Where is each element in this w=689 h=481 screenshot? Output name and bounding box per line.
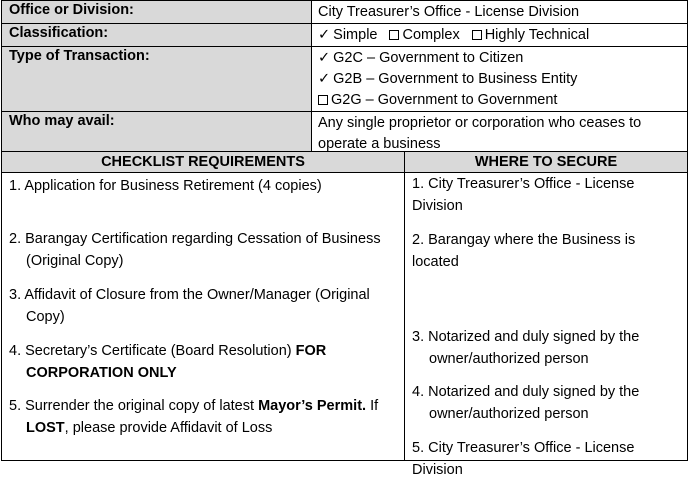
- source-item: 4. Notarized and duly signed by the owner/authorized person: [412, 384, 640, 422]
- transaction-label: Type of Transaction:: [2, 47, 312, 112]
- avail-text: Any single proprietor or corporation who ceases to operate a business: [318, 115, 642, 152]
- office-value: City Treasurer’s Office - License Division: [312, 1, 688, 24]
- transaction-options: [312, 47, 688, 112]
- transaction-g2c: G2C – Government to Citizen: [333, 50, 524, 66]
- requirement-item: [9, 396, 401, 439]
- checklist-table: [1, 151, 688, 478]
- checkmark-icon: ✓: [318, 71, 331, 87]
- requirement-emphasis: LOST: [26, 419, 65, 436]
- avail-value: [312, 112, 688, 156]
- service-info-table: [1, 0, 688, 156]
- requirement-text: If: [366, 398, 379, 414]
- transaction-g2g: G2G – Government to Government: [331, 92, 558, 108]
- office-label: Office or Division:: [2, 1, 312, 24]
- requirement-emphasis: FOR CORPORATION ONLY: [26, 343, 327, 381]
- requirement-item: 3. Affidavit of Closure from the Owner/Manager (Original Copy): [9, 287, 370, 325]
- where-to-secure-header: WHERE TO SECURE: [405, 152, 688, 173]
- avail-label: Who may avail:: [2, 112, 312, 156]
- requirements-column: [2, 173, 405, 461]
- empty-checkbox-icon: [389, 30, 399, 40]
- requirement-text: 4. Secretary’s Certificate (Board Resolution): [9, 343, 296, 359]
- source-item: 1. City Treasurer’s Office - License Division: [412, 176, 635, 214]
- empty-checkbox-icon: [318, 95, 328, 105]
- requirement-text: 5. Surrender the original copy of latest: [9, 398, 259, 414]
- requirement-item: 2. Barangay Certification regarding Cessation of Business (Original Copy): [9, 231, 381, 269]
- source-item: 5. City Treasurer’s Office - License Division: [412, 440, 635, 478]
- sources-column: [405, 173, 688, 478]
- checkmark-icon: ✓: [318, 50, 331, 66]
- transaction-g2b: G2B – Government to Business Entity: [333, 71, 578, 87]
- source-item: 2. Barangay where the Business is located: [412, 232, 636, 270]
- classification-label: Classification:: [2, 24, 312, 47]
- checklist-requirements-header: CHECKLIST REQUIREMENTS: [2, 152, 405, 173]
- classification-complex: Complex: [402, 27, 460, 43]
- classification-simple: Simple: [333, 27, 378, 43]
- empty-checkbox-icon: [472, 30, 482, 40]
- requirement-emphasis: Mayor’s Permit.: [258, 398, 367, 414]
- classification-options: [312, 24, 688, 47]
- checkmark-icon: ✓: [318, 27, 331, 43]
- source-item: 3. Notarized and duly signed by the owner/authorized person: [412, 329, 640, 367]
- requirement-item: 1. Application for Business Retirement (4 copies): [9, 178, 322, 194]
- classification-highly-technical: Highly Technical: [484, 27, 590, 43]
- requirement-text: , please provide Affidavit of Loss: [64, 419, 273, 436]
- requirement-item: [9, 341, 396, 384]
